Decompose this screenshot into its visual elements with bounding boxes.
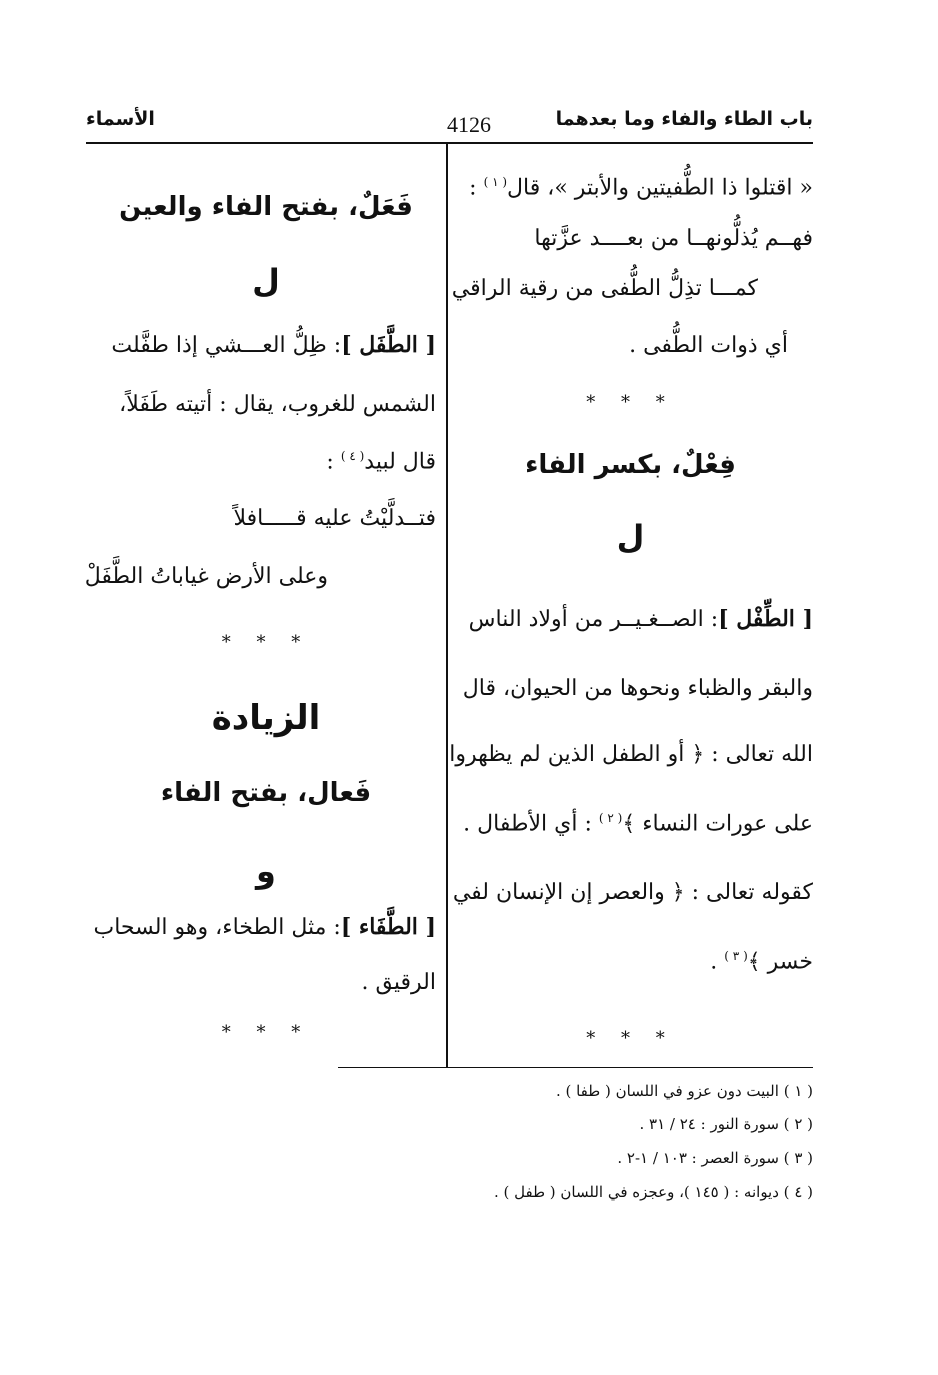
left-heading-2: فَعال، بفتح الفاء: [160, 778, 372, 808]
left-section-title: الزيادة: [211, 698, 321, 738]
right-entry-3: الله تعالى : ﴿ أو الطفل الذين لم يظهروا: [449, 742, 813, 767]
right-stars-2: * * *: [586, 1028, 675, 1049]
page-number: 4126: [447, 112, 491, 137]
right-entry-6: خسر ﴾$^{( ٣ )}$ .: [710, 949, 813, 975]
right-heading: فِعْلٌ، بكسر الفاء: [525, 450, 736, 480]
header-rule: [86, 142, 813, 144]
right-entry-4: على عورات النساء ﴾$^{( ٢ )}$ : أي الأطفال .: [463, 811, 813, 837]
right-verse-1: فهــم يُذلُّونهــا من بعــــد عزَّتها: [534, 226, 813, 251]
left-entry-4: [ الطَّفَاء ]: مثل الطخاء، وهو السحاب: [93, 914, 436, 940]
right-line-4: أي ذوات الطُّفى .: [629, 333, 788, 358]
footnote-1: ( ١ ) البيت دون عزو في اللسان ( طفا ) .: [555, 1082, 813, 1100]
left-verse-2: وعلى الأرض غياباتُ الطَّفَلْ: [84, 564, 328, 589]
running-head-right: باب الطاء والفاء وما بعدهما: [555, 108, 813, 130]
left-entry-1: [ الطَّفَل ]: ظِلُّ العـــشي إذا طفَّلت: [111, 332, 436, 358]
right-entry-2: والبقر والظباء ونحوها من الحيوان، قال: [462, 676, 813, 701]
column-divider: [446, 142, 448, 1067]
left-letter-1: ل: [252, 262, 280, 300]
right-letter: ل: [616, 518, 645, 556]
left-entry-2: الشمس للغروب، يقال : أتيته طَفَلاً،: [119, 392, 436, 417]
right-line-1: « اقتلوا ذا الطُّفيتين والأبتر »، قال$^{( ١ )}$ :: [469, 175, 813, 201]
left-stars-2: * * *: [221, 1022, 311, 1043]
right-entry-1: [ الطِّفْل ]: الصــغـيــر من أولاد الناس: [468, 606, 813, 632]
right-verse-2: كمـــا تذِلُّ الطُّفى من رقية الراقي: [451, 276, 758, 301]
left-entry-3: قال لبيد$^{( ٤ )}$ :: [326, 449, 436, 475]
left-heading-1: فَعَلٌ، بفتح الفاء والعين: [119, 192, 413, 222]
right-entry-5: كقوله تعالى : ﴿ والعصر إن الإنسان لفي: [452, 880, 813, 905]
running-head-left: الأسماء: [86, 108, 155, 130]
footnote-rule: [338, 1067, 813, 1068]
right-stars-1: * * *: [586, 392, 675, 413]
footnote-3: ( ٣ ) سورة العصر : ١٠٣ / ١-٢ .: [617, 1149, 813, 1167]
left-entry-5: الرقيق .: [361, 970, 436, 995]
left-letter-2: و: [256, 852, 276, 890]
left-verse-1: فتــدلَّيْتُ عليه قـــــافلاً: [233, 506, 436, 531]
footnote-2: ( ٢ ) سورة النور : ٢٤ / ٣١ .: [639, 1115, 813, 1133]
left-stars-1: * * *: [221, 632, 311, 653]
footnote-4: ( ٤ ) ديوانه : ( ١٤٥ )، وعجزه في اللسان ( طفل ) .: [493, 1183, 813, 1201]
